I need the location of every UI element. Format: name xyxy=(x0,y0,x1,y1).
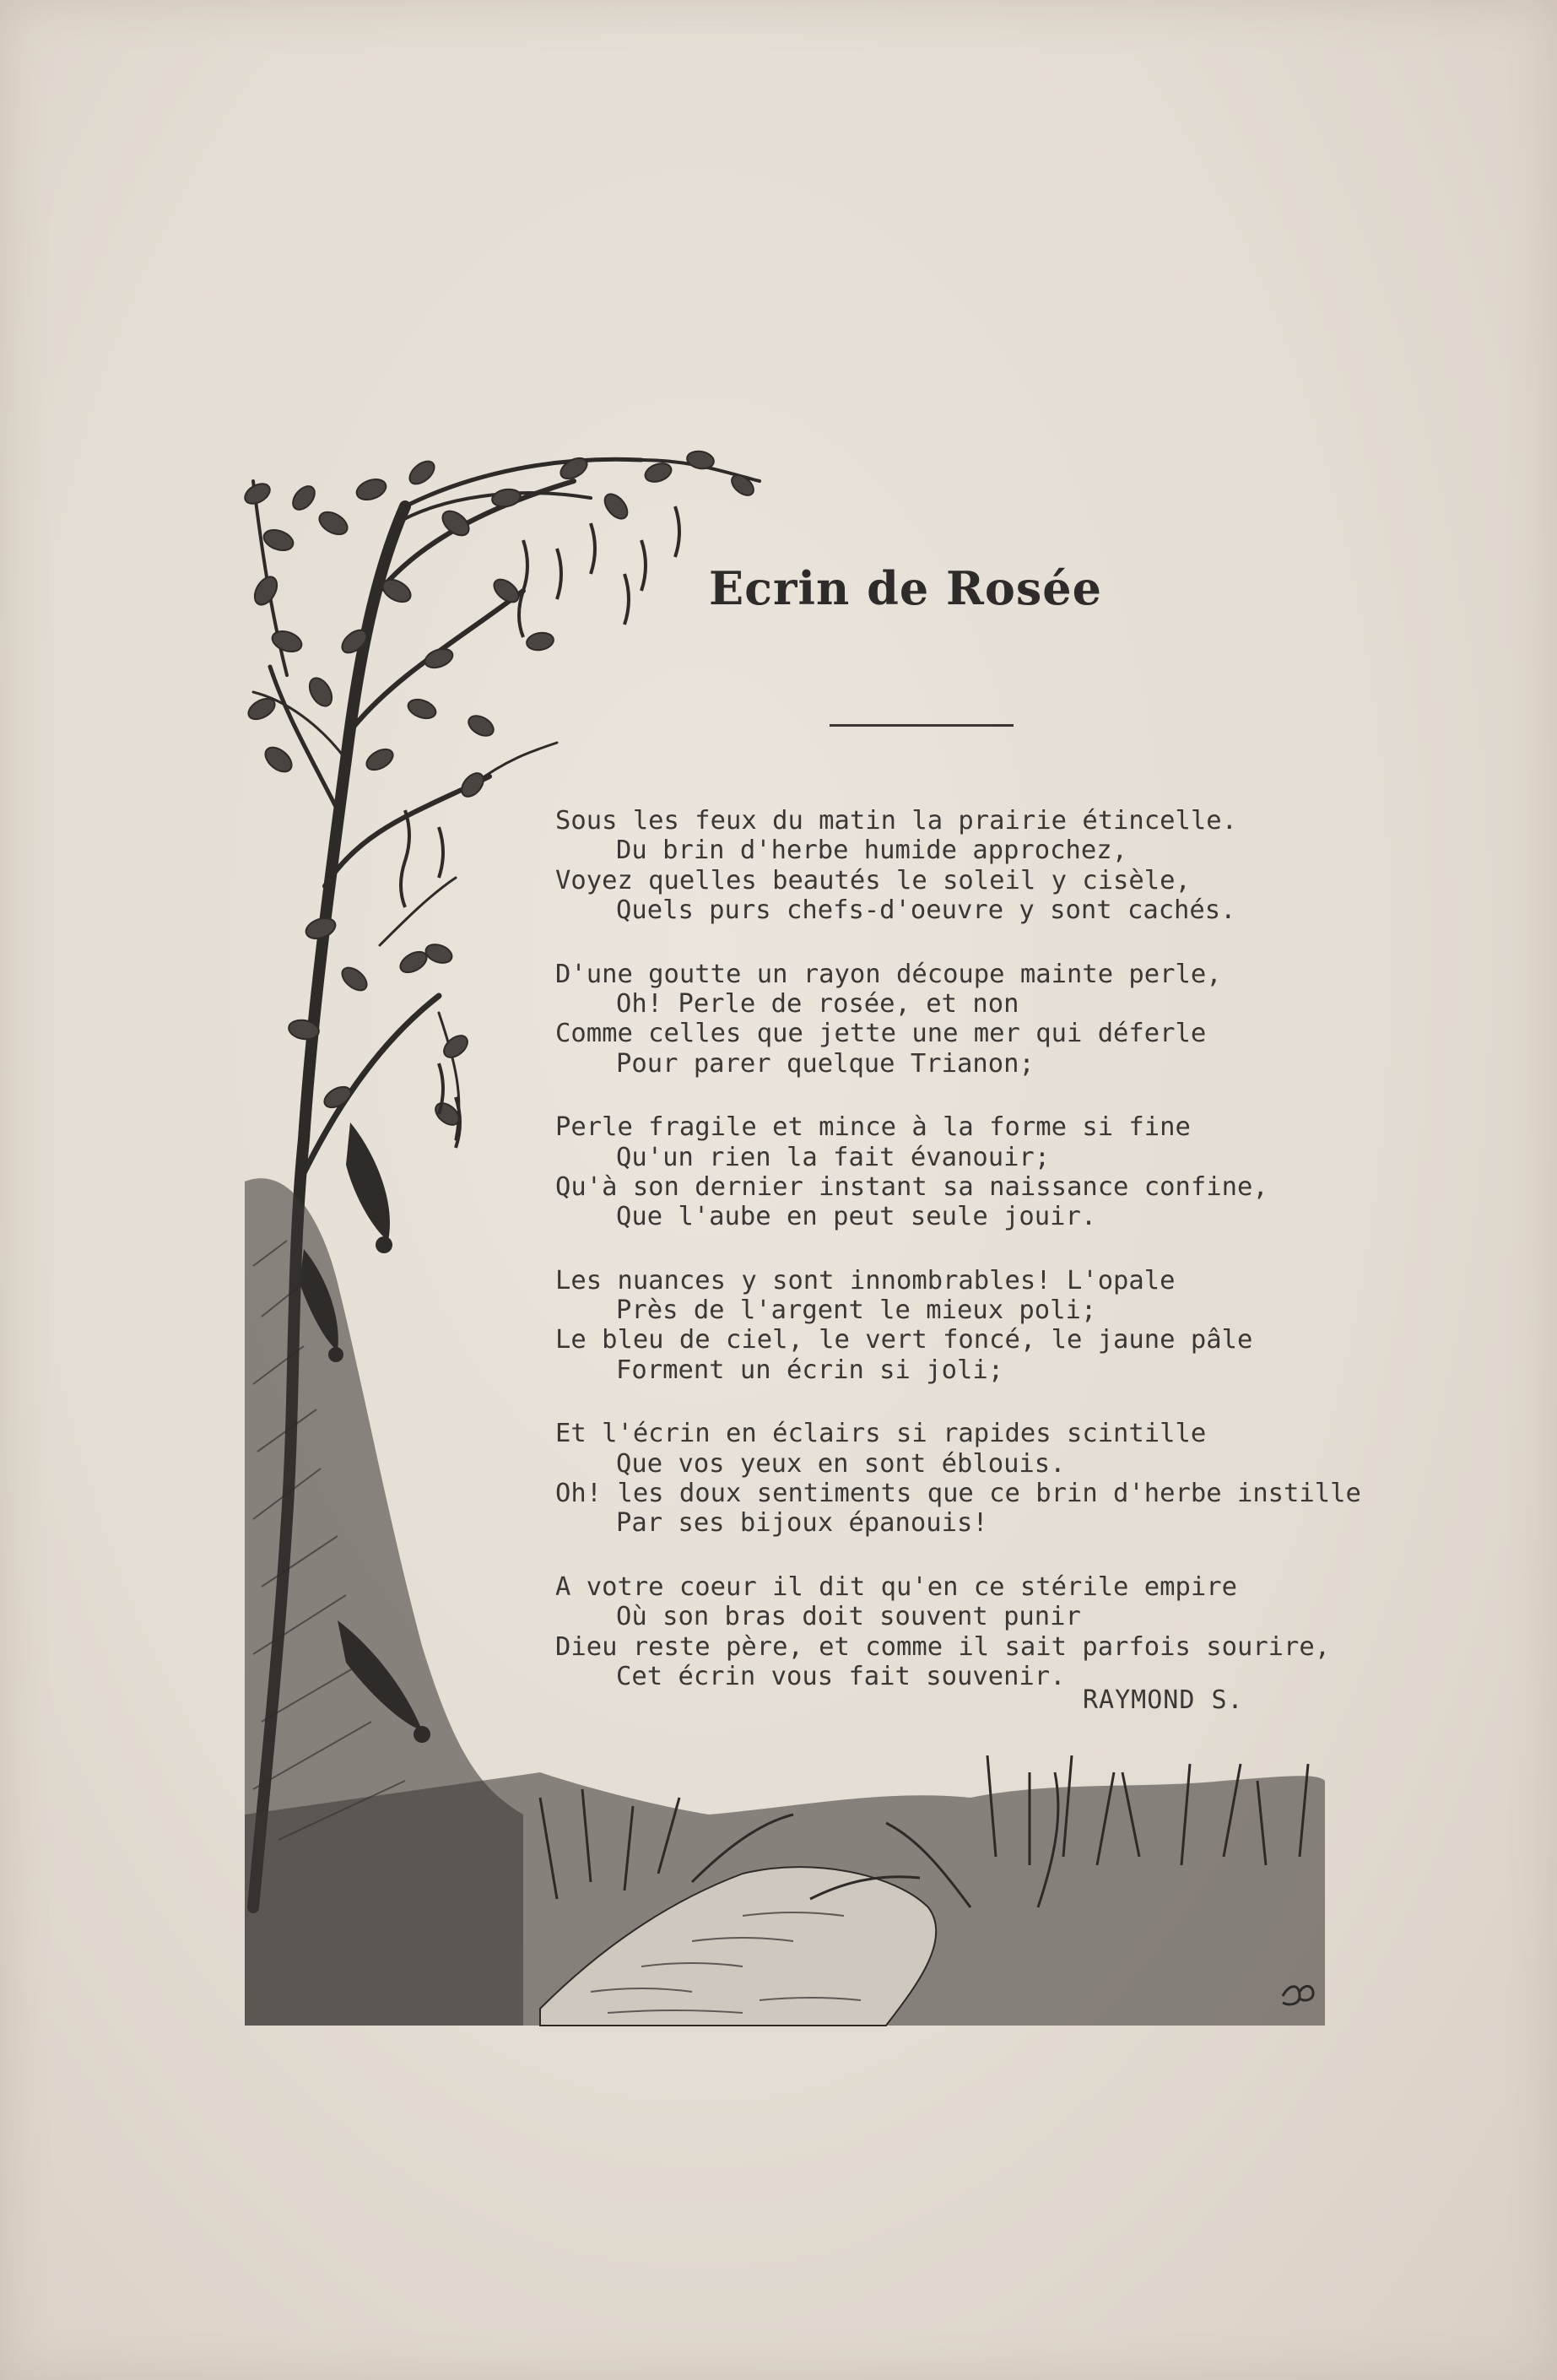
poem-line: Du brin d'herbe humide approchez, xyxy=(616,836,1127,866)
poem-line: Oh! Perle de rosée, et non xyxy=(616,988,1019,1019)
author-signature: RAYMOND S. xyxy=(1083,1685,1244,1715)
poem-title: Ecrin de Rosée xyxy=(709,561,1102,615)
poem-line: Le bleu de ciel, le vert foncé, le jaune pâle xyxy=(555,1325,1253,1355)
poem-body xyxy=(555,806,1361,1725)
poem-line: Voyez quelles beautés le soleil y cisèle, xyxy=(555,865,1191,895)
poem-line: Forment un écrin si joli; xyxy=(616,1355,1004,1385)
bird-upper xyxy=(346,1122,392,1253)
poem-line: Oh! les doux sentiments que ce brin d'herbe instille xyxy=(555,1479,1361,1509)
poem-line: Les nuances y sont innombrables! L'opale xyxy=(555,1265,1176,1295)
poem-line: Cet écrin vous fait souvenir. xyxy=(616,1661,1066,1691)
poem-line: Quels purs chefs-d'oeuvre y sont cachés. xyxy=(616,895,1236,926)
stanza xyxy=(555,1266,1349,1386)
poem-line: Près de l'argent le mieux poli; xyxy=(616,1295,1097,1326)
poem-line: Que vos yeux en sont éblouis. xyxy=(616,1448,1066,1479)
poem-line: Dieu reste père, et comme il sait parfois sourire, xyxy=(555,1631,1331,1662)
poem-line: Que l'aube en peut seule jouir. xyxy=(616,1202,1097,1232)
poem-line: Sous les feux du matin la prairie étincelle. xyxy=(555,806,1237,836)
poem-line: A votre coeur il dit qu'en ce stérile empire xyxy=(555,1571,1237,1602)
poem-line: Et l'écrin en éclairs si rapides scintille xyxy=(555,1419,1207,1449)
stanza xyxy=(555,1572,1349,1692)
poem-line: Comme celles que jette une mer qui déferle xyxy=(555,1019,1207,1049)
title-divider xyxy=(830,724,1014,727)
stanza xyxy=(555,806,1349,926)
stanza xyxy=(555,1419,1361,1539)
poem-line: Par ses bijoux épanouis! xyxy=(616,1508,988,1539)
stanza xyxy=(555,1112,1349,1232)
poem-line: Perle fragile et mince à la forme si fine xyxy=(555,1112,1191,1143)
stanza xyxy=(555,960,1349,1079)
poem-line: Où son bras doit souvent punir xyxy=(616,1602,1081,1632)
poem-line: Qu'un rien la fait évanouir; xyxy=(616,1142,1051,1172)
poem-line: Qu'à son dernier instant sa naissance confine, xyxy=(555,1171,1268,1202)
poem-line: Pour parer quelque Trianon; xyxy=(616,1048,1035,1079)
poem-line: D'une goutte un rayon découpe mainte perle, xyxy=(555,959,1222,989)
